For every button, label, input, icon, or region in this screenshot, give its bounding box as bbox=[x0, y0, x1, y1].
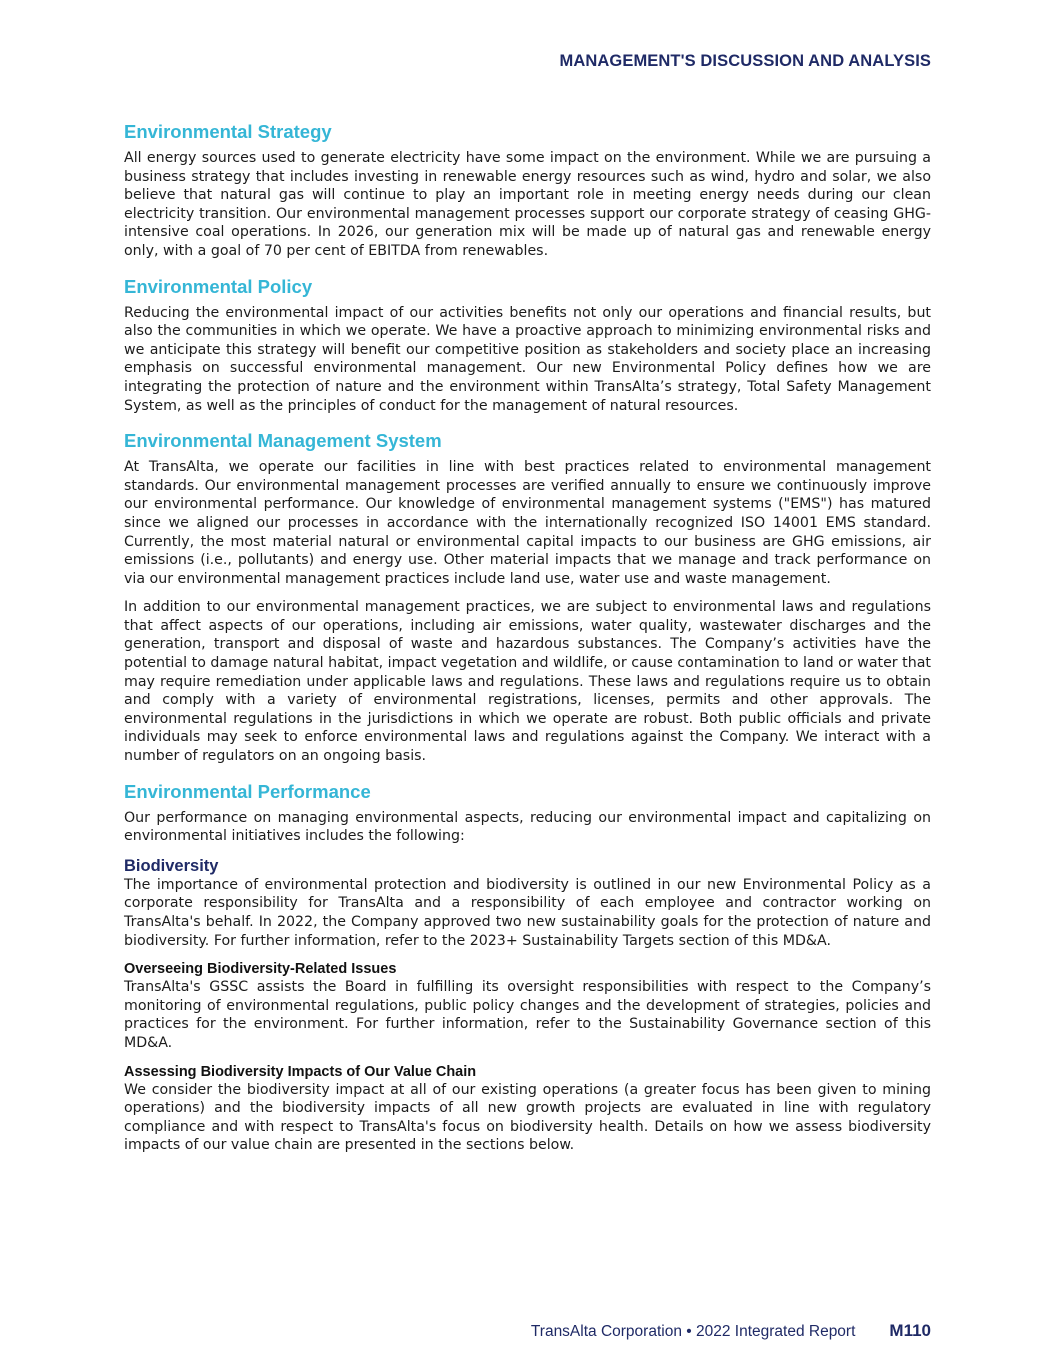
section-heading-environmental-policy: Environmental Policy bbox=[124, 275, 313, 297]
paragraph: In addition to our environmental management practices, we are subject to environmental laws and regulations that affect aspects of our operations, including air emissions, water quality, wastewater discharges and the generation, transport and disposal of waste and hazardous substances. The Company’s activities have the potential to damage natural habitat, impact vegetation and wildlife, or cause contamination to land or water that may require remediation under applicable laws and regulations. These laws and regulations require us to obtain and comply with a variety of environmental registrations, licenses, permits and other approvals. The environmental regulations in the jurisdictions in which we operate are robust. Both public officials and private individuals may seek to enforce environmental laws and regulations against the Company. We interact with a number of regulators on an ongoing basis. bbox=[124, 599, 931, 765]
section-heading-environmental-strategy: Environmental Strategy bbox=[124, 121, 332, 142]
page-footer bbox=[531, 1321, 931, 1341]
paragraph: TransAlta's GSSC assists the Board in fulfilling its oversight responsibilities with respect to the Company’s monitoring of environmental regulations, public policy changes and the development of strategies, policies and practices for the environment. For further information, refer to the Sustainability Governance section of this MD&A. bbox=[124, 979, 931, 1051]
paragraph: At TransAlta, we operate our facilities in line with best practices related to environmental management standards. Our environmental management processes are verified annually to ensure we continuously improve our environmental performance. Our knowledge of environmental management systems ("EMS") has matured since we aligned our processes in accordance with the internationally recognized ISO 14001 EMS standard. Currently, the most material natural or environmental capital impacts to our business are GHG emissions, air emissions (i.e., pollutants) and energy use. Other material impacts that we manage and track performance on via our environmental management practices include land use, water use and waste management. bbox=[124, 459, 931, 587]
subsection-heading-biodiversity: Biodiversity bbox=[124, 856, 219, 875]
paragraph: We consider the biodiversity impact at all of our existing operations (a greater focus has been given to mining operations) and the biodiversity impacts of all new growth projects are evaluated in line with regulatory compliance and with respect to TransAlta's focus on biodiversity health. Details on how we assess biodiversity impacts of our value chain are presented in the sections below. bbox=[124, 1081, 931, 1154]
page-header: MANAGEMENT'S DISCUSSION AND ANALYSIS bbox=[559, 52, 931, 70]
paragraph: Our performance on managing environmental aspects, reducing our environmental impact and capitalizing on environmental initiatives includes the following: bbox=[124, 809, 931, 845]
paragraph: Reducing the environmental impact of our activities benefits not only our operations and financial results, but also the communities in which we operate. We have a proactive approach to minimizing environmental risks and we anticipate this strategy will benefit our competitive position as stakeholders and society place an increasing emphasis on successful environmental management. Our new Environmental Policy defines how we are integrating the protection of nature and the environment within TransAlta’s strategy, Total Safety Management System, as well as the principles of conduct for the management of natural resources. bbox=[124, 304, 931, 414]
paragraph: The importance of environmental protection and biodiversity is outlined in our new Environmental Policy as a corporate responsibility for TransAlta and a responsibility of each employee and contractor working on TransAlta's behalf. In 2022, the Company approved two new sustainability goals for the protection of nature and biodiversity. For further information, refer to the 2023+ Sustainability Targets section of this MD&A. bbox=[124, 876, 931, 949]
footer-report-title: TransAlta Corporation • 2022 Integrated Report bbox=[530, 1323, 856, 1340]
section-heading-environmental-performance: Environmental Performance bbox=[124, 780, 371, 802]
paragraph: All energy sources used to generate electricity have some impact on the environment. While we are pursuing a business strategy that includes investing in renewable energy resources such as wind, hydro and solar, we also believe that natural gas will continue to play an important role in meeting energy needs during our clean electricity transition. Our environmental management processes support our corporate strategy of ceasing GHG-intensive coal operations. In 2026, our generation mix will be made up of natural gas and renewable energy only, with a goal of 70 per cent of EBITDA from renewables. bbox=[124, 150, 931, 259]
page-content bbox=[124, 120, 931, 1155]
subheading-overseeing-biodiversity: Overseeing Biodiversity-Related Issues bbox=[124, 961, 397, 978]
section-heading-environmental-management-system: Environmental Management System bbox=[124, 430, 442, 452]
subheading-assessing-biodiversity: Assessing Biodiversity Impacts of Our Value Chain bbox=[124, 1063, 477, 1080]
page-number: M110 bbox=[889, 1321, 931, 1340]
